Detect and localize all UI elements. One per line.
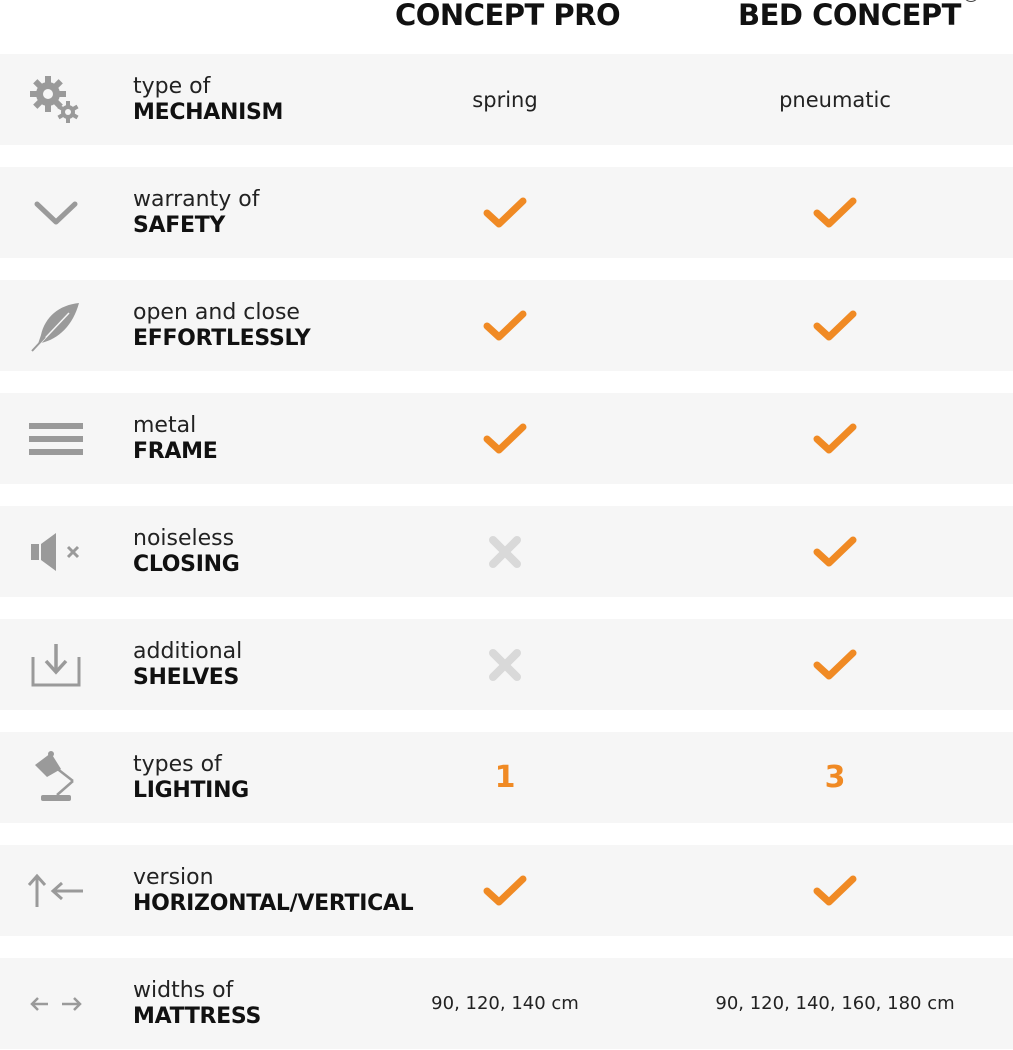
feature-label-big: CLOSING	[133, 552, 240, 577]
table-row	[0, 393, 1013, 484]
table-row	[0, 280, 1013, 371]
check-icon	[482, 873, 528, 909]
feature-label	[133, 639, 242, 691]
cell-concept-pro	[405, 845, 605, 936]
cell-bed-concept	[735, 54, 935, 145]
feature-label-big: HORIZONTAL/VERTICAL	[133, 891, 414, 916]
cell-concept-pro	[405, 54, 605, 145]
gears-icon	[22, 68, 90, 132]
check-icon	[812, 308, 858, 344]
feature-label	[133, 865, 413, 917]
frame-lines-icon	[22, 407, 90, 471]
feature-label-small: types of	[133, 752, 222, 777]
arrows-orientation-icon	[22, 859, 90, 923]
check-icon	[482, 308, 528, 344]
feature-label-big: FRAME	[133, 439, 218, 464]
feature-label-big: MECHANISM	[133, 100, 284, 125]
cell-concept-pro	[405, 167, 605, 258]
value-number: 1	[494, 760, 516, 795]
check-icon	[812, 873, 858, 909]
table-row	[0, 958, 1013, 1049]
feature-label-small: additional	[133, 639, 243, 664]
value-number: 3	[824, 760, 846, 795]
cell-concept-pro	[405, 506, 605, 597]
table-row	[0, 619, 1013, 710]
feature-label-small: metal	[133, 413, 197, 438]
check-icon	[812, 647, 858, 683]
cell-concept-pro	[405, 280, 605, 371]
cell-bed-concept	[735, 732, 935, 823]
value-text: pneumatic	[779, 87, 891, 112]
table-row	[0, 506, 1013, 597]
table-row	[0, 732, 1013, 823]
check-icon	[812, 195, 858, 231]
cell-bed-concept	[715, 958, 955, 1049]
cell-bed-concept	[735, 280, 935, 371]
feature-label-big: MATTRESS	[133, 1004, 261, 1029]
cell-concept-pro	[405, 619, 605, 710]
table-row	[0, 54, 1013, 145]
feature-label-small: open and close	[133, 300, 300, 325]
feature-label-big: LIGHTING	[133, 778, 249, 803]
cell-bed-concept	[735, 167, 935, 258]
feature-label	[133, 413, 217, 465]
check-icon	[482, 421, 528, 457]
chevron-down-icon	[22, 181, 90, 245]
column-header-bed-concept-label: BED CONCEPT	[738, 0, 961, 32]
speaker-mute-icon	[22, 520, 90, 584]
column-header-bed-concept	[738, 0, 979, 38]
cell-bed-concept	[735, 619, 935, 710]
cell-bed-concept	[735, 506, 935, 597]
cross-icon	[487, 647, 523, 683]
feature-label-small: noiseless	[133, 526, 235, 551]
feature-label	[133, 74, 283, 126]
feature-label	[133, 300, 310, 352]
feature-label	[133, 752, 249, 804]
cell-concept-pro	[405, 958, 605, 1049]
cell-bed-concept	[735, 393, 935, 484]
feature-label-small: type of	[133, 74, 211, 99]
registered-mark	[963, 0, 979, 2]
feature-label	[133, 526, 239, 578]
cell-bed-concept	[735, 845, 935, 936]
value-text: spring	[472, 87, 538, 112]
check-icon	[812, 421, 858, 457]
desk-lamp-icon	[22, 746, 90, 810]
table-row	[0, 167, 1013, 258]
feature-label-big: SHELVES	[133, 665, 240, 690]
check-icon	[812, 534, 858, 570]
feature-label	[133, 187, 259, 239]
feature-label-small: widths of	[133, 978, 234, 1003]
feature-label-small: warranty of	[133, 187, 260, 212]
value-text: 90, 120, 140, 160, 180 cm	[715, 993, 955, 1014]
feature-label-small: version	[133, 865, 214, 890]
feature-label	[133, 978, 261, 1030]
table-row	[0, 845, 1013, 936]
cross-icon	[487, 534, 523, 570]
feature-label-big: SAFETY	[133, 213, 226, 238]
value-text: 90, 120, 140 cm	[431, 993, 579, 1014]
cell-concept-pro	[405, 732, 605, 823]
tray-download-icon	[22, 633, 90, 697]
arrows-width-icon	[22, 972, 90, 1036]
check-icon	[482, 195, 528, 231]
cell-concept-pro	[405, 393, 605, 484]
feather-icon	[22, 294, 90, 358]
feature-label-big: EFFORTLESSLY	[133, 326, 311, 351]
column-header-concept-pro: CONCEPT PRO	[395, 0, 621, 32]
